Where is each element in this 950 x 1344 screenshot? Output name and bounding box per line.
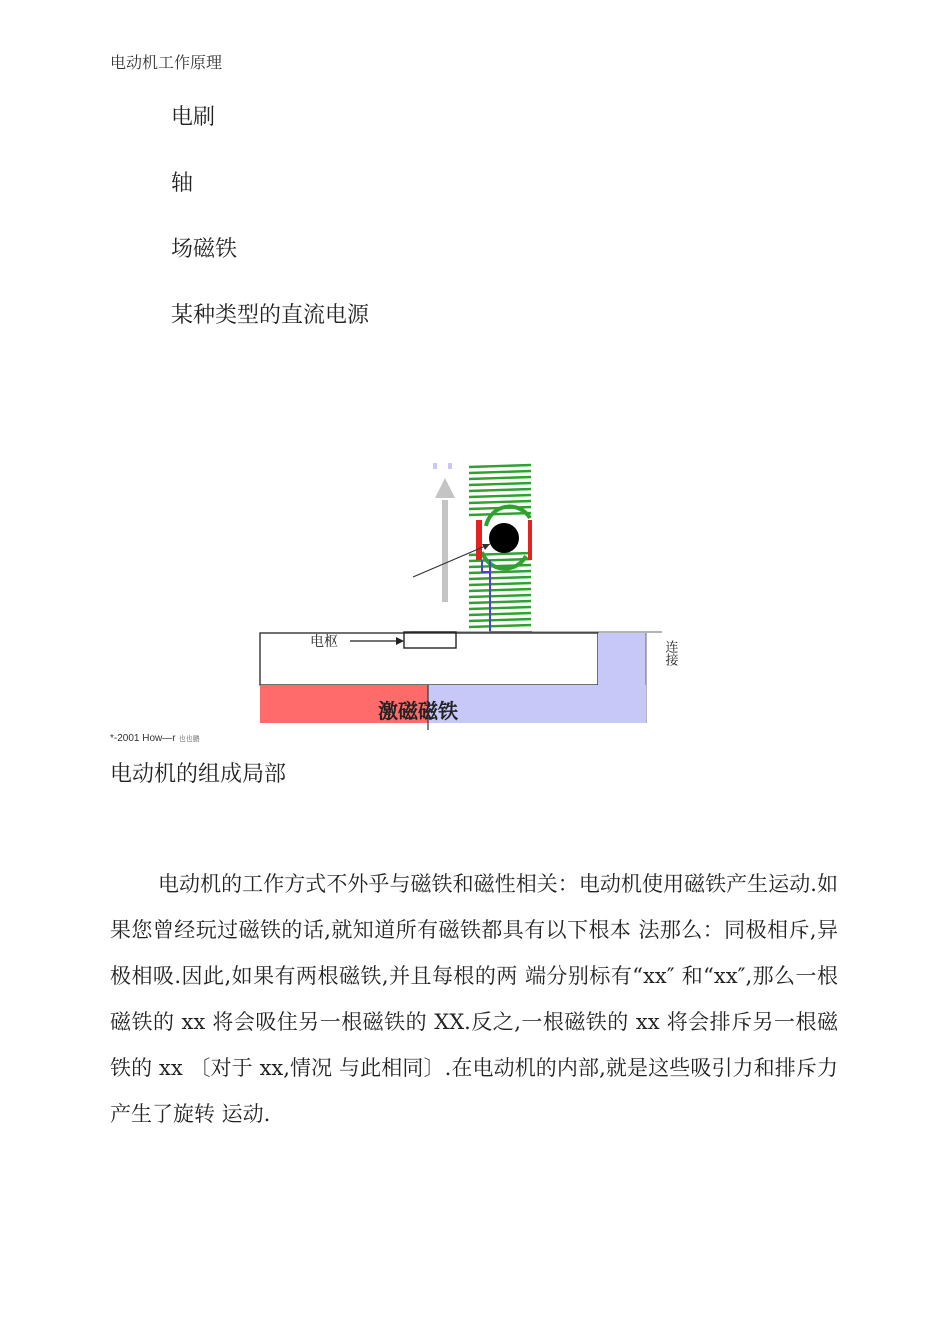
field-magnet-blue <box>428 685 646 723</box>
arrow-top-mark <box>433 463 437 469</box>
axle-icon <box>489 523 519 553</box>
brush-right <box>528 520 532 560</box>
figure-copyright <box>110 733 200 744</box>
motor-diagram-svg <box>250 460 700 735</box>
component-item-dc-power: 某种类型的直流电源 <box>171 303 370 328</box>
page-header: 电动机工作原理 <box>110 53 223 72</box>
copyright-text: *-2001 How—r <box>110 733 176 744</box>
figure-caption: 电动机的组成局部 <box>110 762 287 787</box>
motor-diagram <box>250 460 700 735</box>
up-arrow-head-icon <box>435 478 455 498</box>
label-armature: 电枢 <box>310 634 338 650</box>
copyright-small-text: 也也鹏 <box>178 736 200 743</box>
component-list <box>171 103 369 367</box>
component-item-brush: 电刷 <box>171 105 216 130</box>
label-side: 连接 <box>662 640 678 666</box>
body-paragraph: 电动机的工作方式不外乎与磁铁和磁性相关：电动机使用磁铁产生运动.如果您曾经玩过磁铁的话,就知道所有磁铁都具有以下根本 法那么：同极相斥,异极相吸.因此,如果有两根磁铁,并且每根的两 端分别标有“xx″ 和“xx″,那么一根磁铁的 xx 将会吸住另一根磁铁的 XX.反之,一根磁铁的 xx 将会排斥另一根磁铁的 xx 〔对于 xx,情况 与此相同〕.在电动机的内部,就是这些吸引力和排斥力产生了旋转 运动. <box>110 872 838 1126</box>
component-item-field-magnet: 场磁铁 <box>171 237 238 262</box>
brush-left <box>476 520 482 560</box>
label-field-magnet: 激磁磁铁 <box>378 699 458 723</box>
component-item-axle: 轴 <box>171 171 194 196</box>
